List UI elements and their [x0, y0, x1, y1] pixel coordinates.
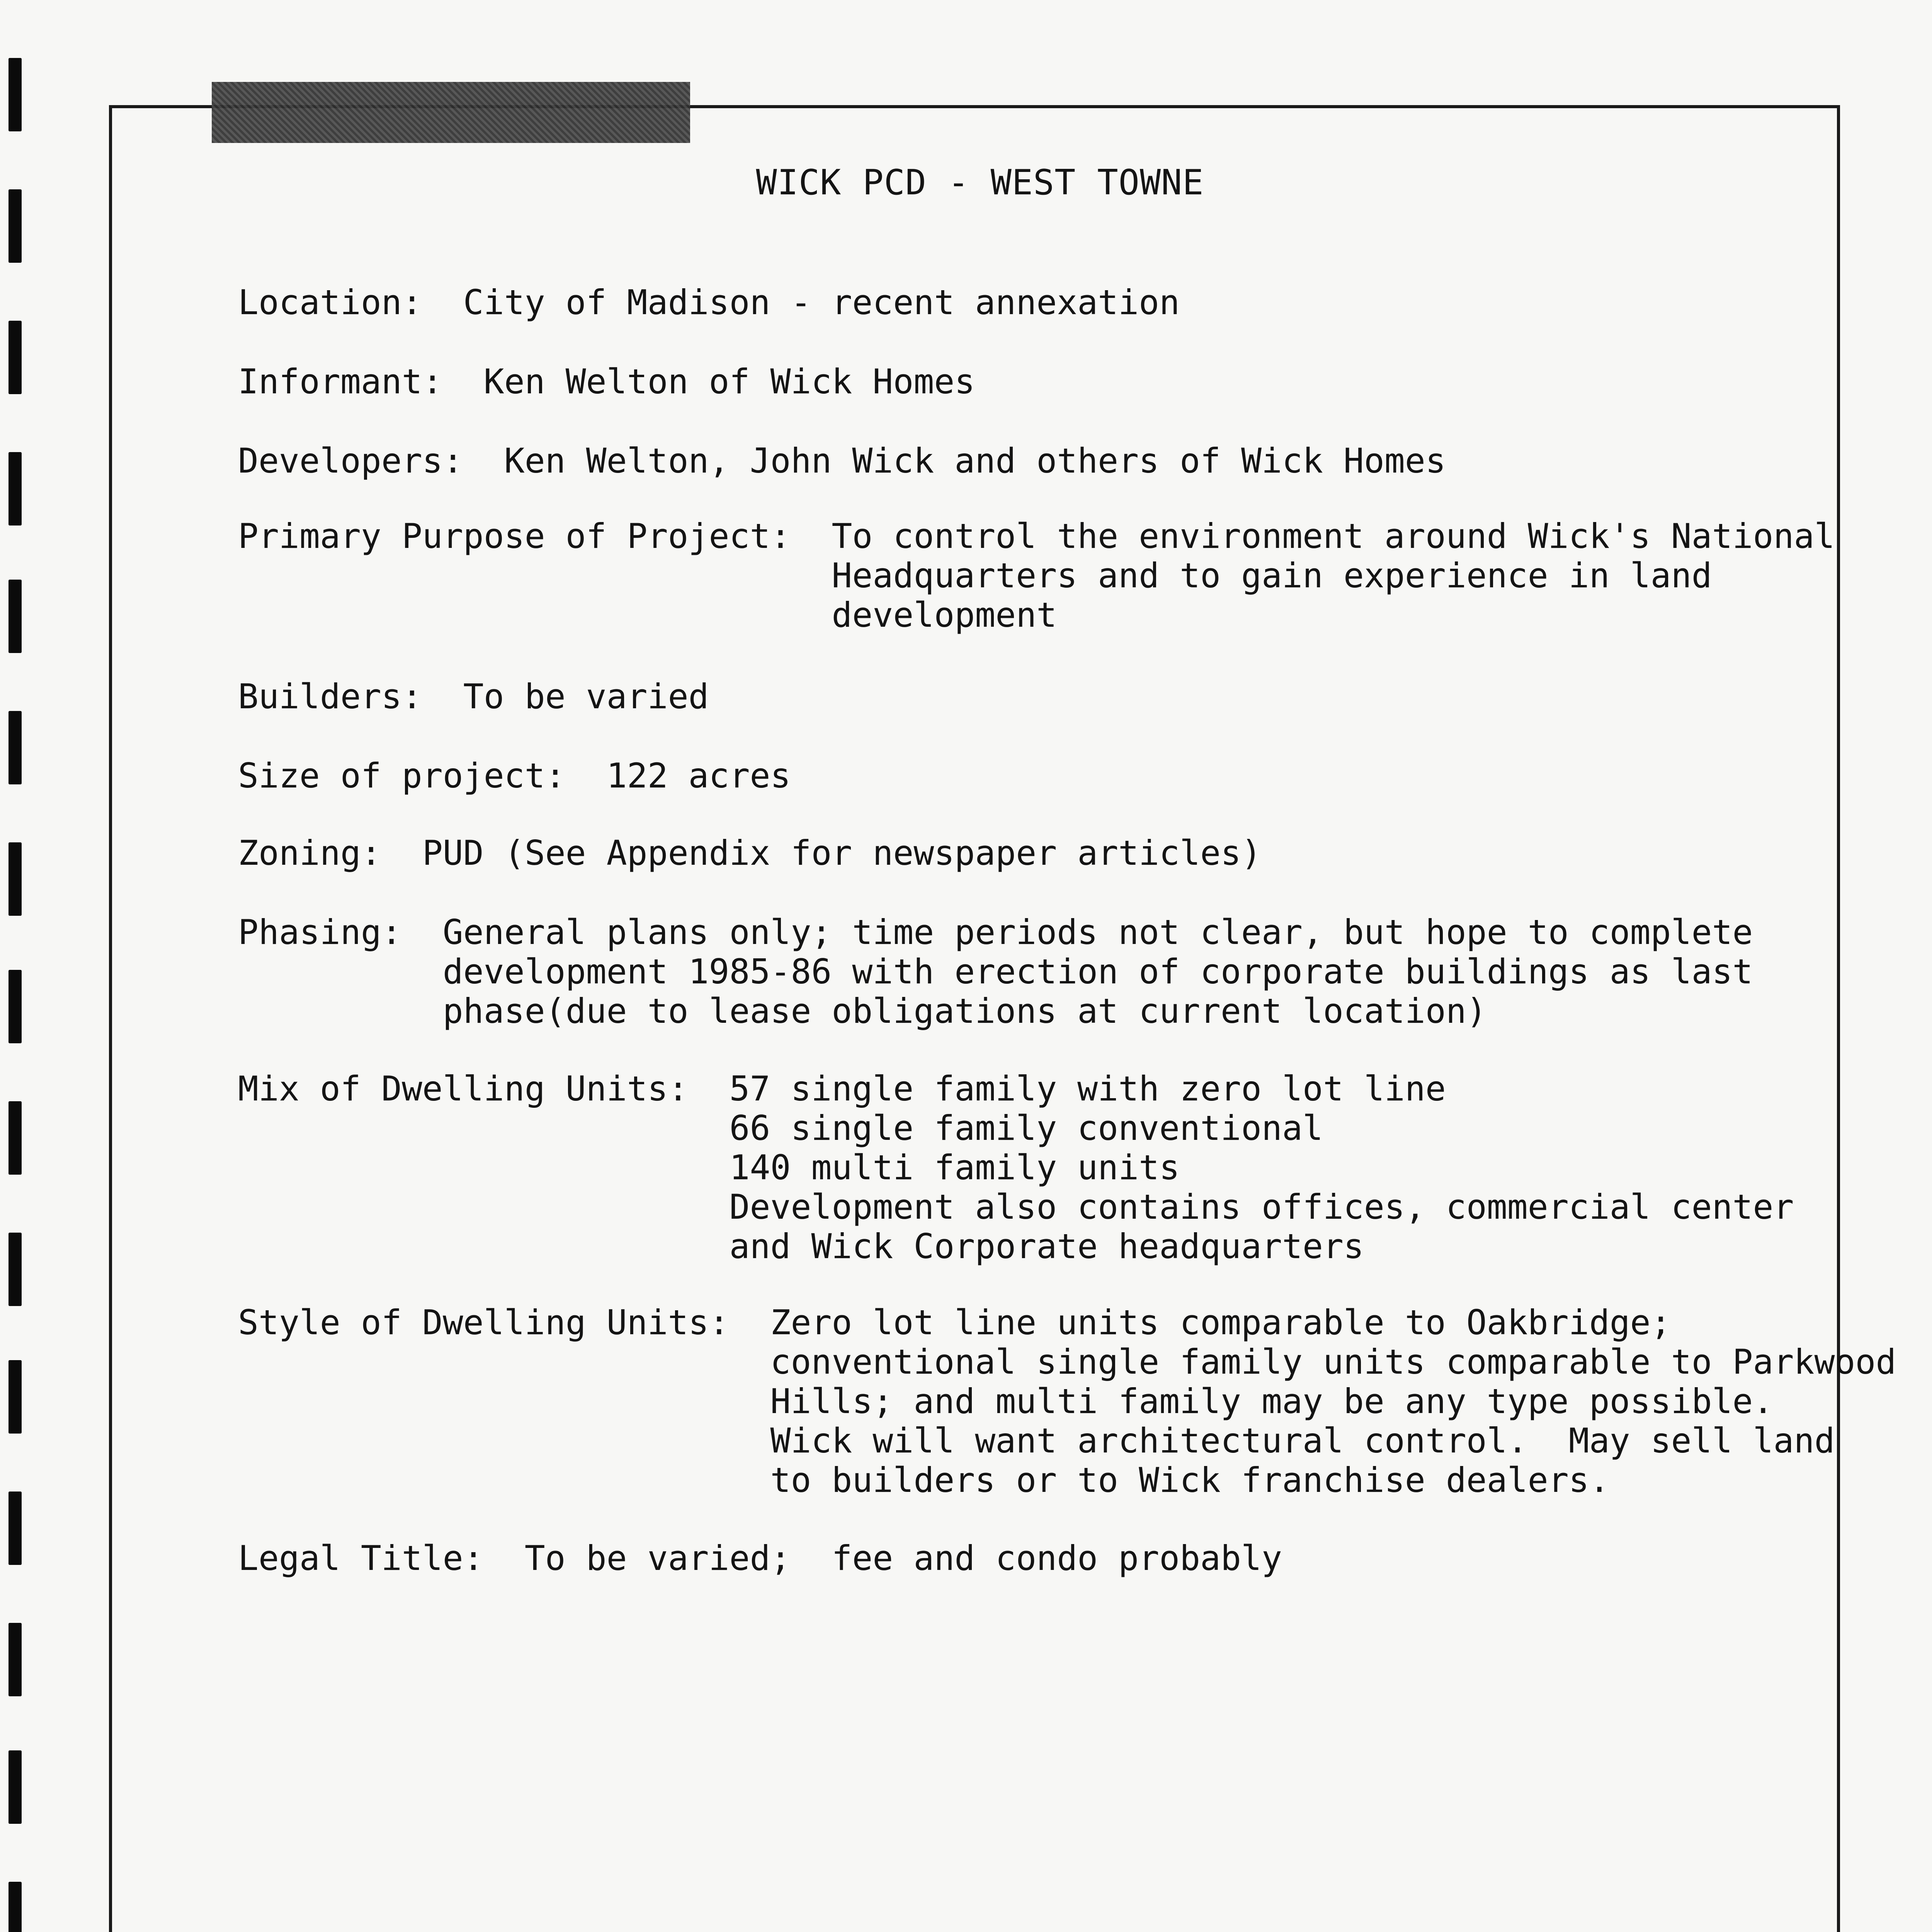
redacted-header-block	[212, 82, 690, 143]
mix-field	[197, 1030, 1794, 1266]
style-line: Zero lot line units comparable to Oakbridge;	[770, 1303, 1671, 1342]
binder-hole	[9, 1101, 22, 1175]
binder-hole	[9, 1750, 22, 1824]
style-line: to builders or to Wick franchise dealers.	[770, 1460, 1610, 1500]
legal-title-field	[197, 1499, 1282, 1578]
phasing-line: General plans only; time periods not clear, but hope to complete	[442, 912, 1753, 952]
style-value	[770, 1303, 1896, 1500]
phasing-line: phase(due to lease obligations at current location)	[442, 991, 1487, 1031]
style-line: conventional single family units comparable to Parkwood	[770, 1342, 1896, 1382]
binder-hole	[9, 1233, 22, 1306]
developers-value: Ken Welton, John Wick and others of Wick Homes	[504, 441, 1446, 481]
binder-hole	[9, 970, 22, 1043]
style-line: Hills; and multi family may be any type possible.	[770, 1381, 1774, 1421]
style-line: Wick will want architectural control. May sell land	[770, 1421, 1835, 1461]
location-field	[197, 243, 1180, 322]
primary-purpose-line: development	[832, 595, 1057, 635]
phasing-field	[197, 873, 1753, 1031]
mix-line: 57 single family with zero lot line	[729, 1069, 1446, 1109]
developers-label: Developers:	[238, 441, 463, 481]
location-label: Location:	[238, 282, 422, 322]
informant-label: Informant:	[238, 362, 443, 401]
zoning-field	[197, 794, 1262, 873]
informant-field	[197, 323, 975, 401]
informant-value: Ken Welton of Wick Homes	[483, 362, 975, 401]
style-field	[197, 1264, 1896, 1500]
page-title: WICK PCD - WEST TOWNE	[756, 162, 1204, 203]
binder-hole	[9, 1492, 22, 1565]
mix-line: and Wick Corporate headquarters	[729, 1226, 1364, 1266]
primary-purpose-value	[832, 517, 1835, 635]
binder-hole	[9, 711, 22, 784]
builders-field	[197, 638, 709, 716]
size-label: Size of project:	[238, 756, 566, 796]
binder-hole	[9, 1882, 22, 1932]
primary-purpose-line: To control the environment around Wick's National	[832, 516, 1835, 556]
zoning-label: Zoning:	[238, 833, 381, 873]
phasing-line: development 1985-86 with erection of corporate buildings as last	[442, 952, 1753, 992]
legal-title-label: Legal Title:	[238, 1538, 484, 1578]
mix-line: Development also contains offices, commercial center	[729, 1187, 1794, 1227]
binder-hole	[9, 842, 22, 916]
location-value: City of Madison - recent annexation	[463, 282, 1180, 322]
builders-value: To be varied	[463, 677, 709, 716]
binder-hole	[9, 321, 22, 394]
style-label: Style of Dwelling Units:	[238, 1303, 730, 1342]
binder-hole	[9, 58, 22, 131]
primary-purpose-label: Primary Purpose of Project:	[238, 516, 791, 556]
mix-label: Mix of Dwelling Units:	[238, 1069, 689, 1109]
zoning-value: PUD (See Appendix for newspaper articles)	[422, 833, 1262, 873]
phasing-value	[443, 913, 1753, 1031]
size-value: 122 acres	[606, 756, 791, 796]
binder-hole	[9, 1360, 22, 1434]
size-field	[197, 717, 791, 796]
mix-line: 66 single family conventional	[729, 1108, 1323, 1148]
developers-field	[197, 402, 1446, 481]
binder-hole	[9, 1623, 22, 1696]
mix-line: 140 multi family units	[729, 1148, 1180, 1187]
primary-purpose-field	[197, 477, 1835, 635]
legal-title-value: To be varied; fee and condo probably	[524, 1538, 1282, 1578]
primary-purpose-line: Headquarters and to gain experience in land	[832, 556, 1712, 595]
phasing-label: Phasing:	[238, 912, 402, 952]
mix-value	[730, 1069, 1794, 1266]
binder-hole	[9, 452, 22, 526]
builders-label: Builders:	[238, 677, 422, 716]
binder-hole	[9, 580, 22, 653]
